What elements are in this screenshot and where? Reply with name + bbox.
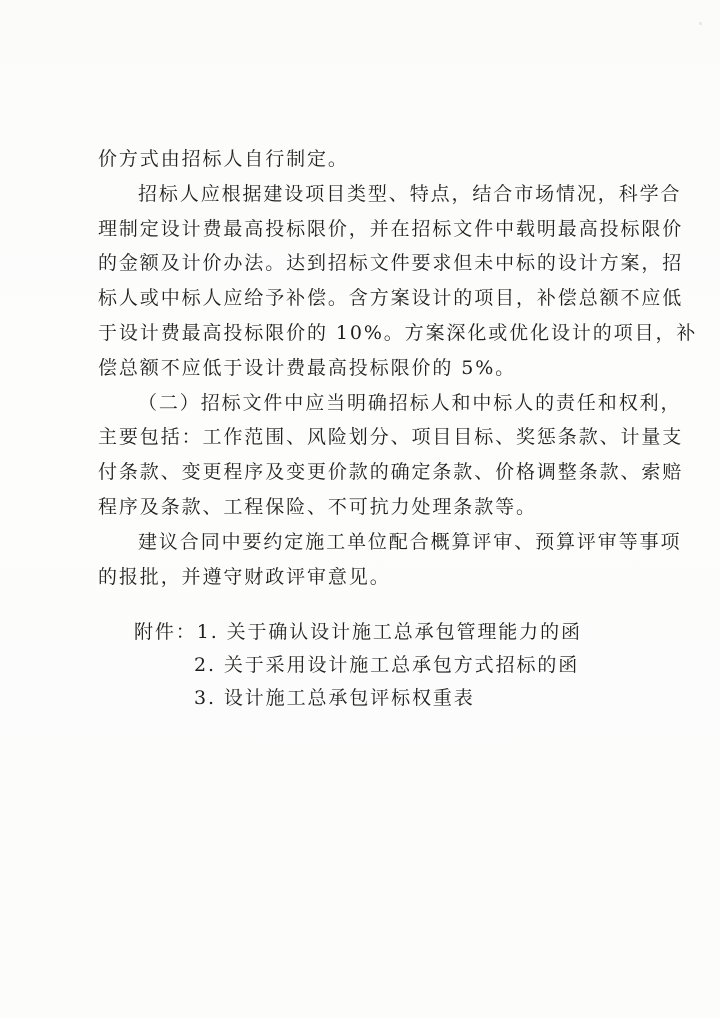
paragraph-line: 于设计费最高投标限价的 10%。方案深化或优化设计的项目，补 — [98, 321, 698, 344]
attachment-item — [134, 616, 654, 649]
scan-speck — [699, 22, 702, 25]
paragraph-line: 招标人应根据建设项目类型、特点，结合市场情况，科学合 — [138, 182, 682, 205]
paragraph-line: 偿总额不应低于设计费最高投标限价的 5%。 — [98, 356, 517, 379]
paragraph-line: 理制定设计费最高投标限价，并在招标文件中载明最高投标限价 — [98, 217, 684, 240]
paragraph-line: 程序及条款、工程保险、不可抗力处理条款等。 — [98, 495, 537, 518]
attachments-list — [134, 616, 654, 715]
paragraph-line: 价方式由招标人自行制定。 — [98, 148, 349, 170]
paragraph-line: （二）招标文件中应当明确招标人和中标人的责任和权利， — [138, 391, 682, 414]
paragraph-line: 的报批，并遵守财政评审意见。 — [98, 565, 391, 588]
paragraph-line: 付条款、变更程序及变更价款的确定条款、价格调整条款、索赔 — [98, 461, 684, 484]
attachment-item: 3. 设计施工总承包评标权重表 — [194, 687, 475, 709]
paragraph-line: 主要包括：工作范围、风险划分、项目目标、奖惩条款、计量支 — [98, 426, 684, 449]
attachment-item-text: 1. 关于确认设计施工总承包管理能力的函 — [196, 621, 582, 643]
paragraph-line: 的金额及计价办法。达到招标文件要求但未中标的设计方案，招 — [98, 252, 684, 275]
paragraph-line: 标人或中标人应给予补偿。含方案设计的项目，补偿总额不应低 — [98, 287, 684, 310]
body-text — [98, 142, 698, 594]
attachments-label: 附件： — [134, 621, 197, 643]
paragraph-line: 建议合同中要约定施工单位配合概算评审、预算评审等事项 — [138, 530, 682, 553]
attachment-item: 2. 关于采用设计施工总承包方式招标的函 — [194, 654, 580, 676]
